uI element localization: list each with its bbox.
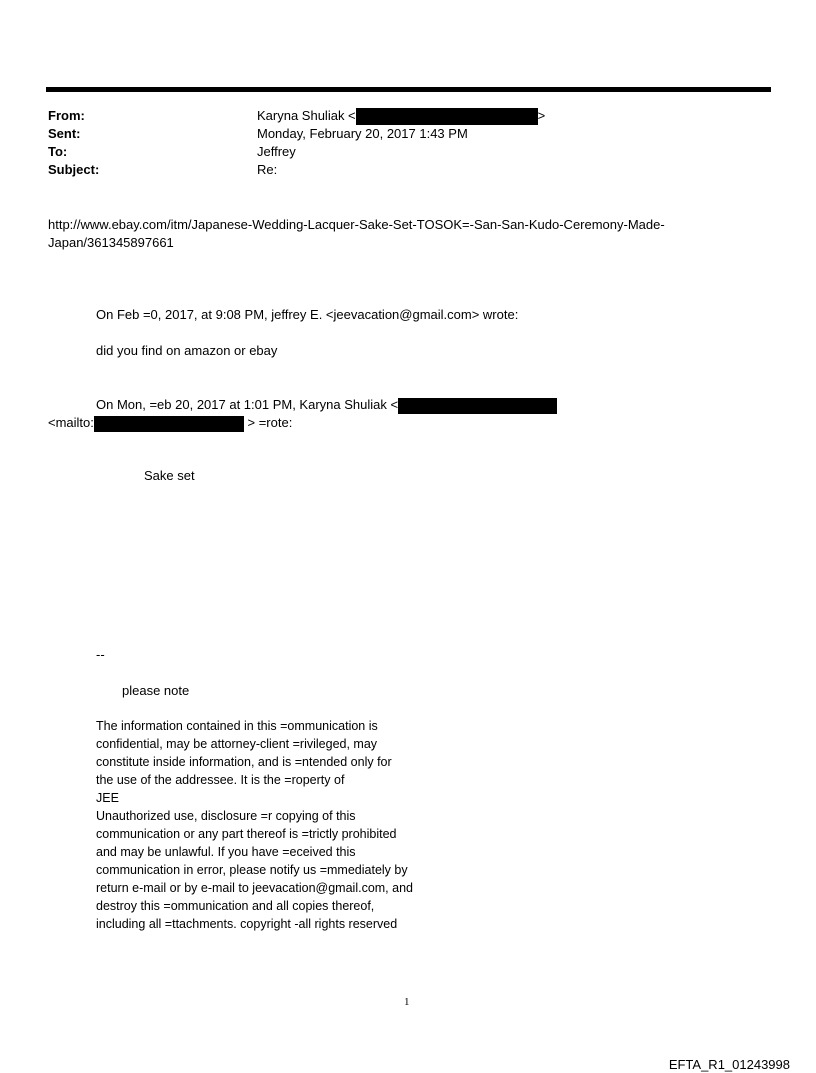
disclaimer-line: including all =ttachments. copyright -all rights reserved <box>96 917 398 931</box>
ebay-link-line1[interactable]: http://www.ebay.com/itm/Japanese-Wedding-Lacquer-Sake-Set-TOSOK=-San-San-Kudo-Ceremony-Made- <box>48 217 665 232</box>
quote1-text: did you find on amazon or ebay <box>96 343 278 358</box>
to-label: To: <box>48 144 68 159</box>
disclaimer-line: confidential, may be attorney-client =rivileged, may <box>96 737 378 751</box>
ebay-link-line2[interactable]: Japan/361345897661 <box>48 235 174 250</box>
disclaimer-line: communication or any part thereof is =trictly prohibited <box>96 827 397 841</box>
disclaimer <box>96 717 456 933</box>
redaction-block <box>94 416 244 432</box>
from-value <box>257 108 545 125</box>
please-note: please note <box>122 683 190 698</box>
disclaimer-line: constitute inside information, and is =ntended only for <box>96 755 392 769</box>
from-bracket: > <box>537 108 546 123</box>
quote1-header: On Feb =0, 2017, at 9:08 PM, jeffrey E. <jeevacation@gmail.com> wrote: <box>96 307 519 322</box>
disclaimer-line: and may be unlawful. If you have =eceived this <box>96 845 356 859</box>
signature-separator: -- <box>96 647 105 662</box>
disclaimer-line: return e-mail or by e-mail to jeevacation@gmail.com, and <box>96 881 413 895</box>
to-value: Jeffrey <box>257 144 296 159</box>
sent-label: Sent: <box>48 126 81 141</box>
sent-value: Monday, February 20, 2017 1:43 PM <box>257 126 468 141</box>
subject-value: Re: <box>257 162 278 177</box>
page-number: 1 <box>404 996 410 1008</box>
from-label: From: <box>48 108 85 123</box>
disclaimer-line: communication in error, please notify us =mmediately by <box>96 863 408 877</box>
from-name: Karyna Shuliak < <box>257 108 356 123</box>
redaction-block <box>398 398 557 414</box>
mailto-prefix: <mailto: <box>48 415 94 430</box>
quote2-header <box>96 396 557 414</box>
header-rule <box>46 87 771 92</box>
quote2-mailto <box>48 414 292 432</box>
disclaimer-line: JEE <box>96 791 119 805</box>
disclaimer-line: The information contained in this =ommunication is <box>96 719 378 733</box>
disclaimer-line: destroy this =ommunication and all copies thereof, <box>96 899 375 913</box>
disclaimer-line: the use of the addressee. It is the =roperty of <box>96 773 345 787</box>
mailto-suffix: > =rote: <box>243 415 293 430</box>
redaction-block <box>356 108 538 125</box>
subject-label: Subject: <box>48 162 100 177</box>
disclaimer-line: Unauthorized use, disclosure =r copying of this <box>96 809 356 823</box>
document-id: EFTA_R1_01243998 <box>668 1057 790 1072</box>
quote2-header-text: On Mon, =eb 20, 2017 at 1:01 PM, Karyna Shuliak < <box>96 397 399 412</box>
quote2-text: Sake set <box>144 468 195 483</box>
